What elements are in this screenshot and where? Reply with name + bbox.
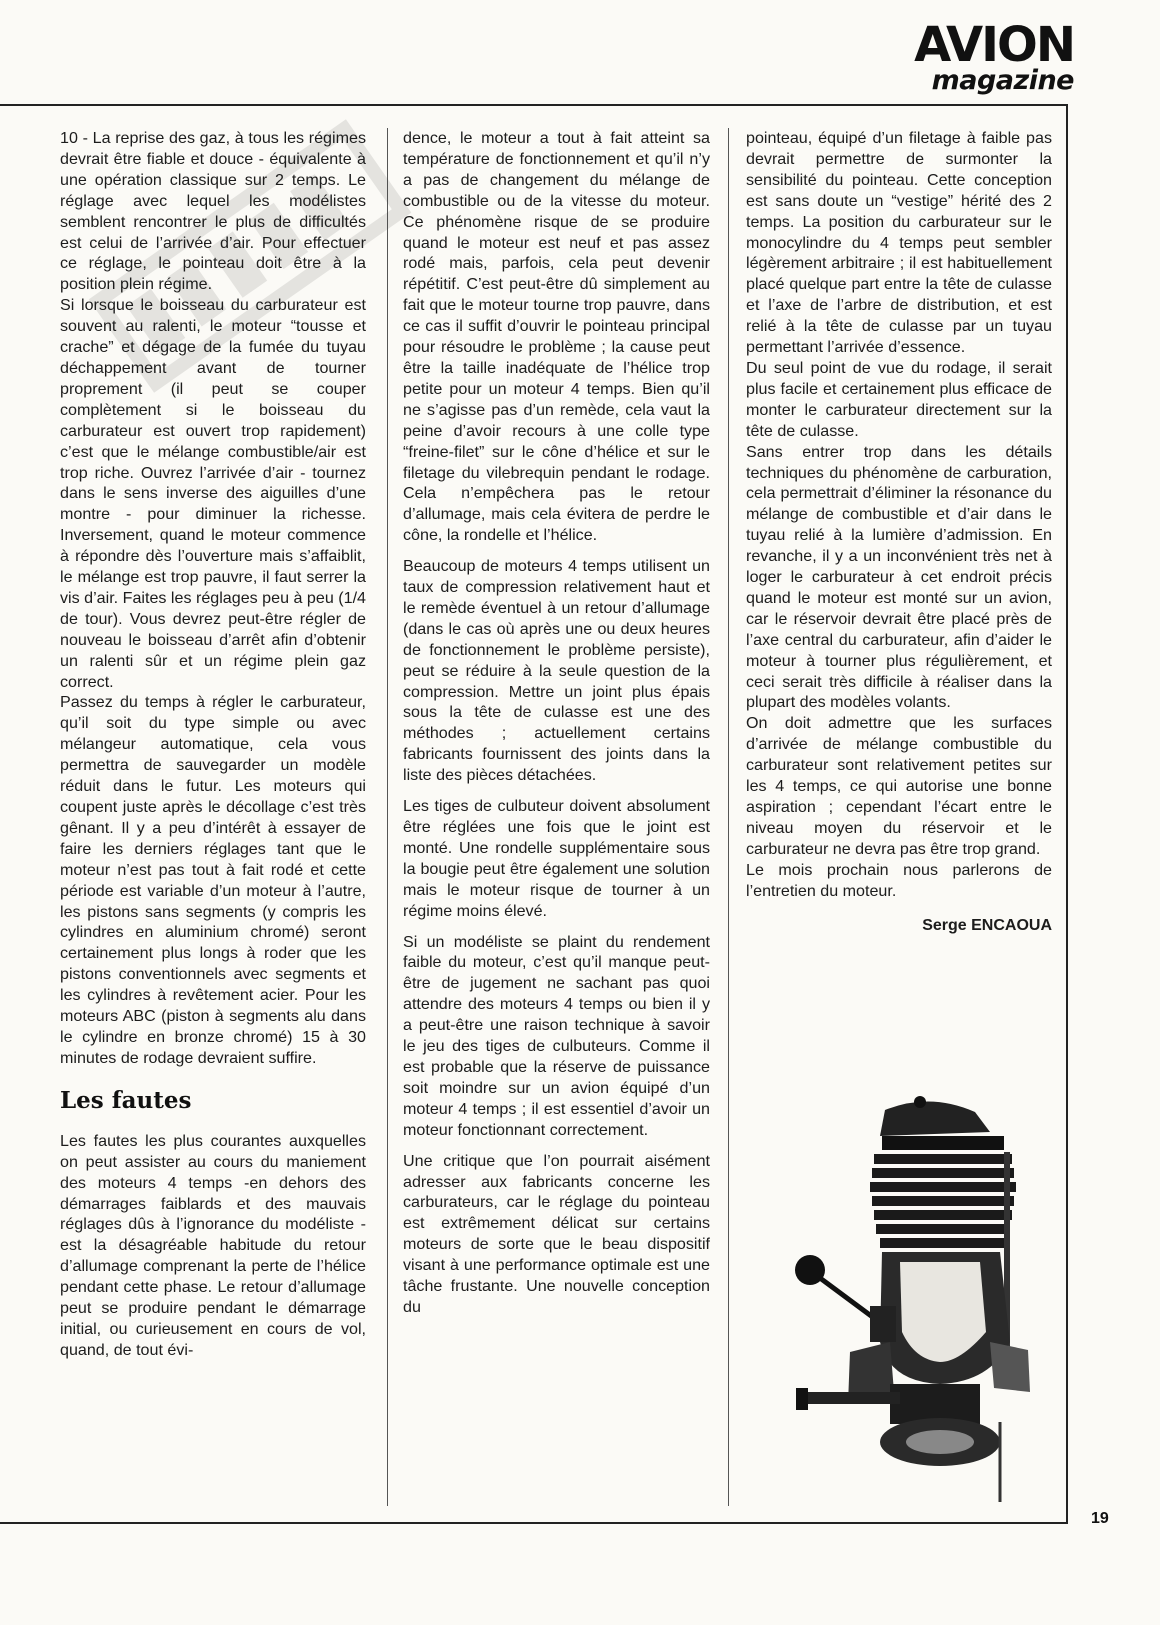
magazine-logo bbox=[914, 17, 1074, 96]
top-rule bbox=[0, 104, 1068, 106]
logo-title: AVION bbox=[914, 17, 1074, 73]
paragraph: Si lorsque le boisseau du carburateur est souvent au ralenti, le moteur “tousse et crache” et dégage de la fumée du tuyau déchappement avant de tourner proprement (il peut se couper complètement si le boisseau du carburateur est ouvert trop rapidement) c’est que le mélange combustible/air est trop riche. Ouvrez l’arrivée d’air - tournez dans le sens inverse des aiguilles d’une montre - pour diminuer la richesse. Inversement, quand le moteur commence à répondre dès l’ouverture mais s’affaiblit, le mélange est trop pauvre, il faut serrer la vis d’air. Faites les réglages peu à peu (1/4 de tour). Vous devrez peut-être régler de nouveau le boisseau d’arrêt afin d’obtenir un ralenti sûr et un régime plein gaz correct. bbox=[60, 296, 366, 691]
article-column-3 bbox=[746, 128, 1052, 1138]
paragraph: Du seul point de vue du rodage, il serait plus facile et certainement plus efficace de monter le carburateur directement sur la tête de culasse. bbox=[746, 358, 1052, 440]
article-column-1 bbox=[60, 128, 366, 1512]
bottom-rule bbox=[0, 1522, 1068, 1524]
paragraph: dence, le moteur a tout à fait atteint sa température de fonctionnement et qu’il n’y a pas de changement du mélange de combustible ou de la vitesse du moteur. Ce phénomène risque de se produire quand le moteur est neuf et pas assez rodé mais, parfois, cela peut devenir répétitif. C’est peut-être dû simplement au fait que le moteur tourne trop pauvre, dans ce cas il suffit d’ouvrir le pointeau principal pour résoudre le problème ; la cause peut être la taille inadéquate de l’hélice trop petite pour un moteur 4 temps. Bien qu’il ne s’agisse pas d’un remède, cela vaut la peine d’avoir recours à une colle type “freine-filet” sur le cône d’hélice et sur le filetage du vilebrequin pendant le rodage. Cela n’empêchera pas le retour d’allumage, mais cela évitera de perdre le cône, la rondelle et l’hélice. bbox=[403, 129, 710, 545]
paragraph: Beaucoup de moteurs 4 temps utilisent un taux de compression relativement haut et le remède éventuel à un retour d’allumage (dans le cas où après une ou deux heures de fonctionnement le problème persiste), peut se réduire à la seule question de la compression. Mettre un joint plus épais sous la tête de culasse est une des méthodes ; actuellement certains fabricants fournissent des joints dans la liste des pièces détachées. bbox=[403, 557, 710, 785]
article-column-2 bbox=[403, 128, 710, 1512]
section-heading: Les fautes bbox=[60, 1086, 192, 1114]
page-number: 19 bbox=[1091, 1510, 1109, 1527]
column-divider-1 bbox=[387, 128, 388, 1506]
paragraph: Une critique que l’on pourrait aisément adresser aux fabricants concerne les carburateurs, car le réglage du pointeau est extrêmement délicat sur certains moteurs de sorte que le beau dispositif visant à une performance optimale est une tâche frustante. Une nouvelle conception du bbox=[403, 1151, 710, 1316]
paragraph: On doit admettre que les surfaces d’arrivée de mélange combustible du carburateur sont relativement petites sur les 4 temps, ce qui autorise une bonne aspiration ; cependant l’écart entre le niveau moyen du réservoir et le carburateur ne devra pas être trop grand. bbox=[746, 714, 1052, 858]
engine-photo bbox=[790, 1092, 1040, 1510]
paragraph: 10 - La reprise des gaz, à tous les régimes devrait être fiable et douce - équivalente à une opération classique sur 2 temps. Le réglage avec lequel les modélistes semblent rencontrer le plus de difficultés est celui de l’arrivée d’air. Pour effectuer ce réglage, le pointeau doit être à la position plein régime. bbox=[60, 129, 366, 294]
column-divider-2 bbox=[728, 128, 729, 1506]
paragraph: Si un modéliste se plaint du rendement faible du moteur, c’est qu’il manque peut-être de jugement ne sachant pas quoi attendre des moteurs 4 temps ou bien il y a peut-être une raison technique à savoir le jeu des tiges de culbuteurs. Comme il est probable que la réserve de puissance soit moindre sur un avion équipé d’un moteur 4 temps ; il est essentiel d’avoir un moteur fonctionnant correctement. bbox=[403, 932, 710, 1139]
paragraph: pointeau, équipé d’un filetage à faible pas devrait permettre de surmonter la sensibilité du pointeau. Cette conception est sans doute un “vestige” hérité des 2 temps. La position du carburateur sur le monocylindre du 4 temps peut sembler légèrement arbitraire ; il est habituellement placé quelque part entre la tête de culasse et l’axe de l’arbre de distribution, et est relié à la tête de culasse par un tuyau permettant l’arrivée d’essence. bbox=[746, 129, 1052, 357]
paragraph: Passez du temps à régler le carburateur, qu’il soit du type simple ou avec mélangeur automatique, cela vous permettra de sauvegarder un modèle réduit dans le futur. Les moteurs qui coupent juste après le décollage c’est très gênant. Il y a peu d’intérêt à essayer de faire les derniers réglages tant que le moteur n’est pas tout à fait rodé et cette période est variable d’un moteur à l’autre, les pistons sans segments (y compris les cylindres en aluminium chromé) seront certainement plus longs à roder que les pistons conventionnels avec segments et les cylindres à revêtement acier. Pour les moteurs ABC (piston à segments alu dans le cylindre en bronze chromé) 15 à 30 minutes de rodage devraient suffire. bbox=[60, 693, 366, 1067]
right-rule bbox=[1066, 104, 1068, 1524]
paragraph: Les tiges de culbuteur doivent absolument être réglées une fois que le joint est monté. Une rondelle supplémentaire sous la bougie peut être également une solution mais le moteur risque de tourner à un régime moins élevé. bbox=[403, 797, 710, 920]
paragraph: Sans entrer trop dans les détails techniques du phénomène de carburation, cela permettrait d’éliminer la résonance du mélange de combustible et d’air dans le tuyau relié à la lumière d’admission. En revanche, il y a un inconvénient très net à loger le carburateur à cet endroit précis quand le moteur est monté sur un avion, car le réservoir devrait être placé près de l’axe central du carburateur, afin d’aider le moteur à tourner plus régulièrement, et ceci serait très difficile à réaliser dans la plupart des modèles volants. bbox=[746, 442, 1052, 712]
logo-subtitle: magazine bbox=[931, 65, 1074, 96]
paragraph: Le mois prochain nous parlerons de l’entretien du moteur. bbox=[746, 860, 1052, 900]
paragraph: Les fautes les plus courantes auxquelles on peut assister au cours du maniement des moteurs 4 temps -en dehors des démarrages faiblards et des mauvais réglages dûs à l’ignorance du modéliste - est la désagréable habitude du retour d’allumage comprenant la perte de l’hélice pendant cette phase. Le retour d’allumage peut se produire pendant le démarrage initial, ou curieusement en cours de vol, quand, de tout évi- bbox=[60, 1131, 366, 1359]
author-signature: Serge ENCAOUA bbox=[922, 916, 1052, 934]
